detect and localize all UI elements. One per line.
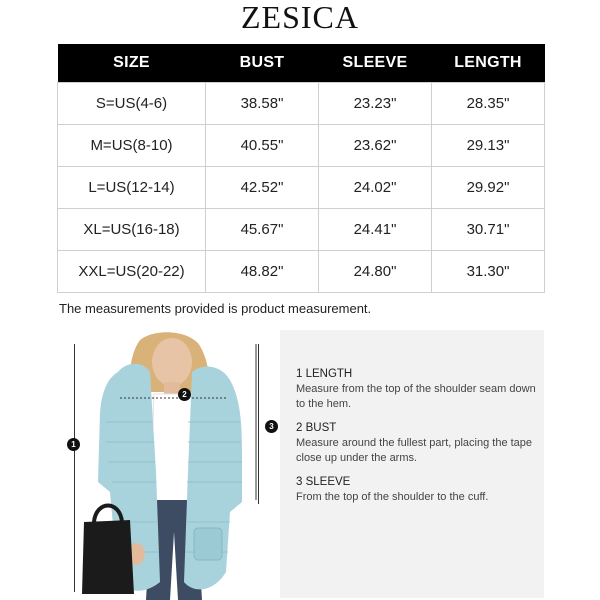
cell-sleeve: 24.41" [319, 208, 432, 250]
table-row [58, 82, 545, 124]
table-row [58, 250, 545, 292]
instruction-bust [296, 421, 536, 466]
model-photo [80, 332, 260, 600]
table-row [58, 124, 545, 166]
marker-length: 1 [67, 438, 80, 451]
instructions-list [296, 367, 536, 514]
header-bust: BUST [206, 44, 319, 82]
instruction-sleeve [296, 475, 536, 505]
cell-bust: 45.67" [206, 208, 319, 250]
cell-size: XL=US(16-18) [58, 208, 206, 250]
table-row [58, 166, 545, 208]
header-sleeve: SLEEVE [319, 44, 432, 82]
instruction-title: 2 BUST [296, 422, 337, 434]
header-size: SIZE [58, 44, 206, 82]
length-measure-line [74, 344, 75, 592]
marker-bust: 2 [178, 388, 191, 401]
brand-logo: ZESICA [241, 0, 359, 35]
instruction-desc: Measure around the fullest part, placing the tape close up under the arms. [296, 437, 533, 464]
sleeve-measure-line [258, 344, 259, 504]
cell-size: L=US(12-14) [58, 166, 206, 208]
handbag [82, 520, 134, 594]
header-length: LENGTH [432, 44, 545, 82]
marker-sleeve: 3 [265, 420, 278, 433]
instruction-title: 1 LENGTH [296, 368, 353, 380]
measurement-note: The measurements provided is product measurement. [59, 301, 372, 316]
cell-length: 28.35" [432, 82, 545, 124]
instruction-title: 3 SLEEVE [296, 476, 351, 488]
cell-sleeve: 24.80" [319, 250, 432, 292]
cell-bust: 48.82" [206, 250, 319, 292]
cell-size: S=US(4-6) [58, 82, 206, 124]
cell-length: 29.92" [432, 166, 545, 208]
instruction-desc: Measure from the top of the shoulder seam down to the hem. [296, 383, 536, 410]
cell-length: 31.30" [432, 250, 545, 292]
cell-length: 30.71" [432, 208, 545, 250]
table-row [58, 208, 545, 250]
cell-size: XXL=US(20-22) [58, 250, 206, 292]
cell-bust: 40.55" [206, 124, 319, 166]
cell-sleeve: 24.02" [319, 166, 432, 208]
size-chart-table [57, 44, 545, 293]
cell-sleeve: 23.23" [319, 82, 432, 124]
instruction-desc: From the top of the shoulder to the cuff. [296, 491, 489, 503]
cell-bust: 38.58" [206, 82, 319, 124]
cell-bust: 42.52" [206, 166, 319, 208]
cell-length: 29.13" [432, 124, 545, 166]
table-header-row [58, 44, 545, 82]
cell-sleeve: 23.62" [319, 124, 432, 166]
instruction-length [296, 367, 536, 412]
cell-size: M=US(8-10) [58, 124, 206, 166]
